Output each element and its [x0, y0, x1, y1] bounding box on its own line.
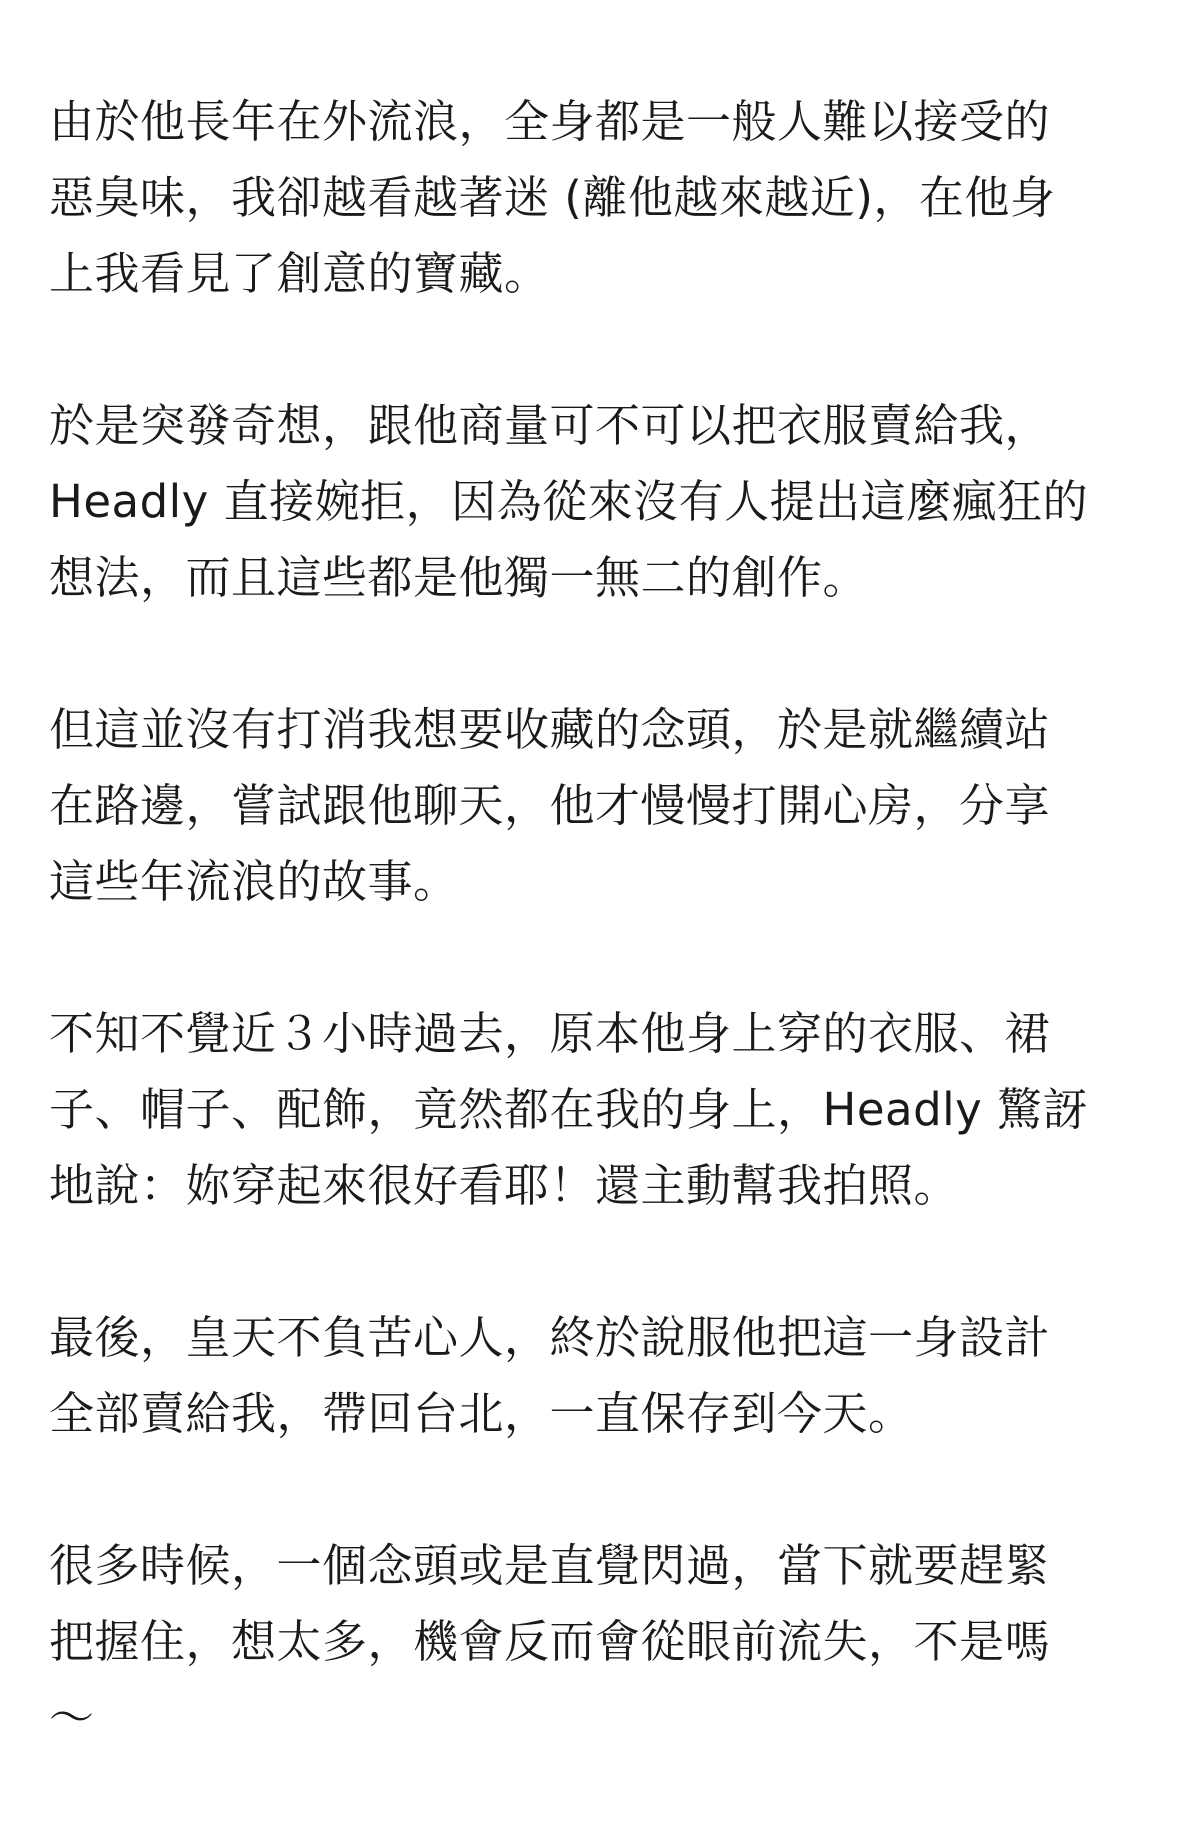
- text-line: 不知不覺近３小時過去，原本他身上穿的衣服、裙: [49, 1007, 1051, 1060]
- paragraph-spacer: [49, 312, 1139, 388]
- article-body: [49, 84, 1139, 1756]
- paragraph-6: [49, 1528, 1139, 1756]
- text-line: 把握住，想太多，機會反而會從眼前流失，不是嗎: [49, 1615, 1051, 1668]
- paragraph-4: [49, 996, 1139, 1224]
- text-line: ～: [49, 1691, 95, 1744]
- text-line: 想法，而且這些都是他獨一無二的創作。: [49, 551, 869, 604]
- text-line: 在路邊，嘗試跟他聊天，他才慢慢打開心房，分享: [49, 779, 1051, 832]
- text-line: 惡臭味，我卻越看越著迷 (離他越來越近)，在他身: [49, 171, 1056, 224]
- paragraph-spacer: [49, 1452, 1139, 1528]
- paragraph-3: [49, 692, 1139, 920]
- text-line: 但這並沒有打消我想要收藏的念頭，於是就繼續站: [49, 703, 1051, 756]
- text-line: 地說：妳穿起來很好看耶！還主動幫我拍照。: [49, 1159, 960, 1212]
- text-line: 子、帽子、配飾，竟然都在我的身上，Headly 驚訝: [49, 1083, 1089, 1136]
- paragraph-1: [49, 84, 1139, 312]
- text-line: 最後，皇天不負苦心人，終於說服他把這一身設計: [49, 1311, 1051, 1364]
- text-line: Headly 直接婉拒，因為從來沒有人提出這麼瘋狂的: [49, 475, 1089, 528]
- paragraph-spacer: [49, 920, 1139, 996]
- text-line: 全部賣給我，帶回台北，一直保存到今天。: [49, 1387, 914, 1440]
- paragraph-spacer: [49, 616, 1139, 692]
- text-line: 很多時候，一個念頭或是直覺閃過，當下就要趕緊: [49, 1539, 1051, 1592]
- text-line: 這些年流浪的故事。: [49, 855, 459, 908]
- paragraph-5: [49, 1300, 1139, 1452]
- text-line: 由於他長年在外流浪，全身都是一般人難以接受的: [49, 95, 1051, 148]
- text-line: 於是突發奇想，跟他商量可不可以把衣服賣給我，: [49, 399, 1051, 452]
- paragraph-2: [49, 388, 1139, 616]
- text-line: 上我看見了創意的寶藏。: [49, 247, 550, 300]
- paragraph-spacer: [49, 1224, 1139, 1300]
